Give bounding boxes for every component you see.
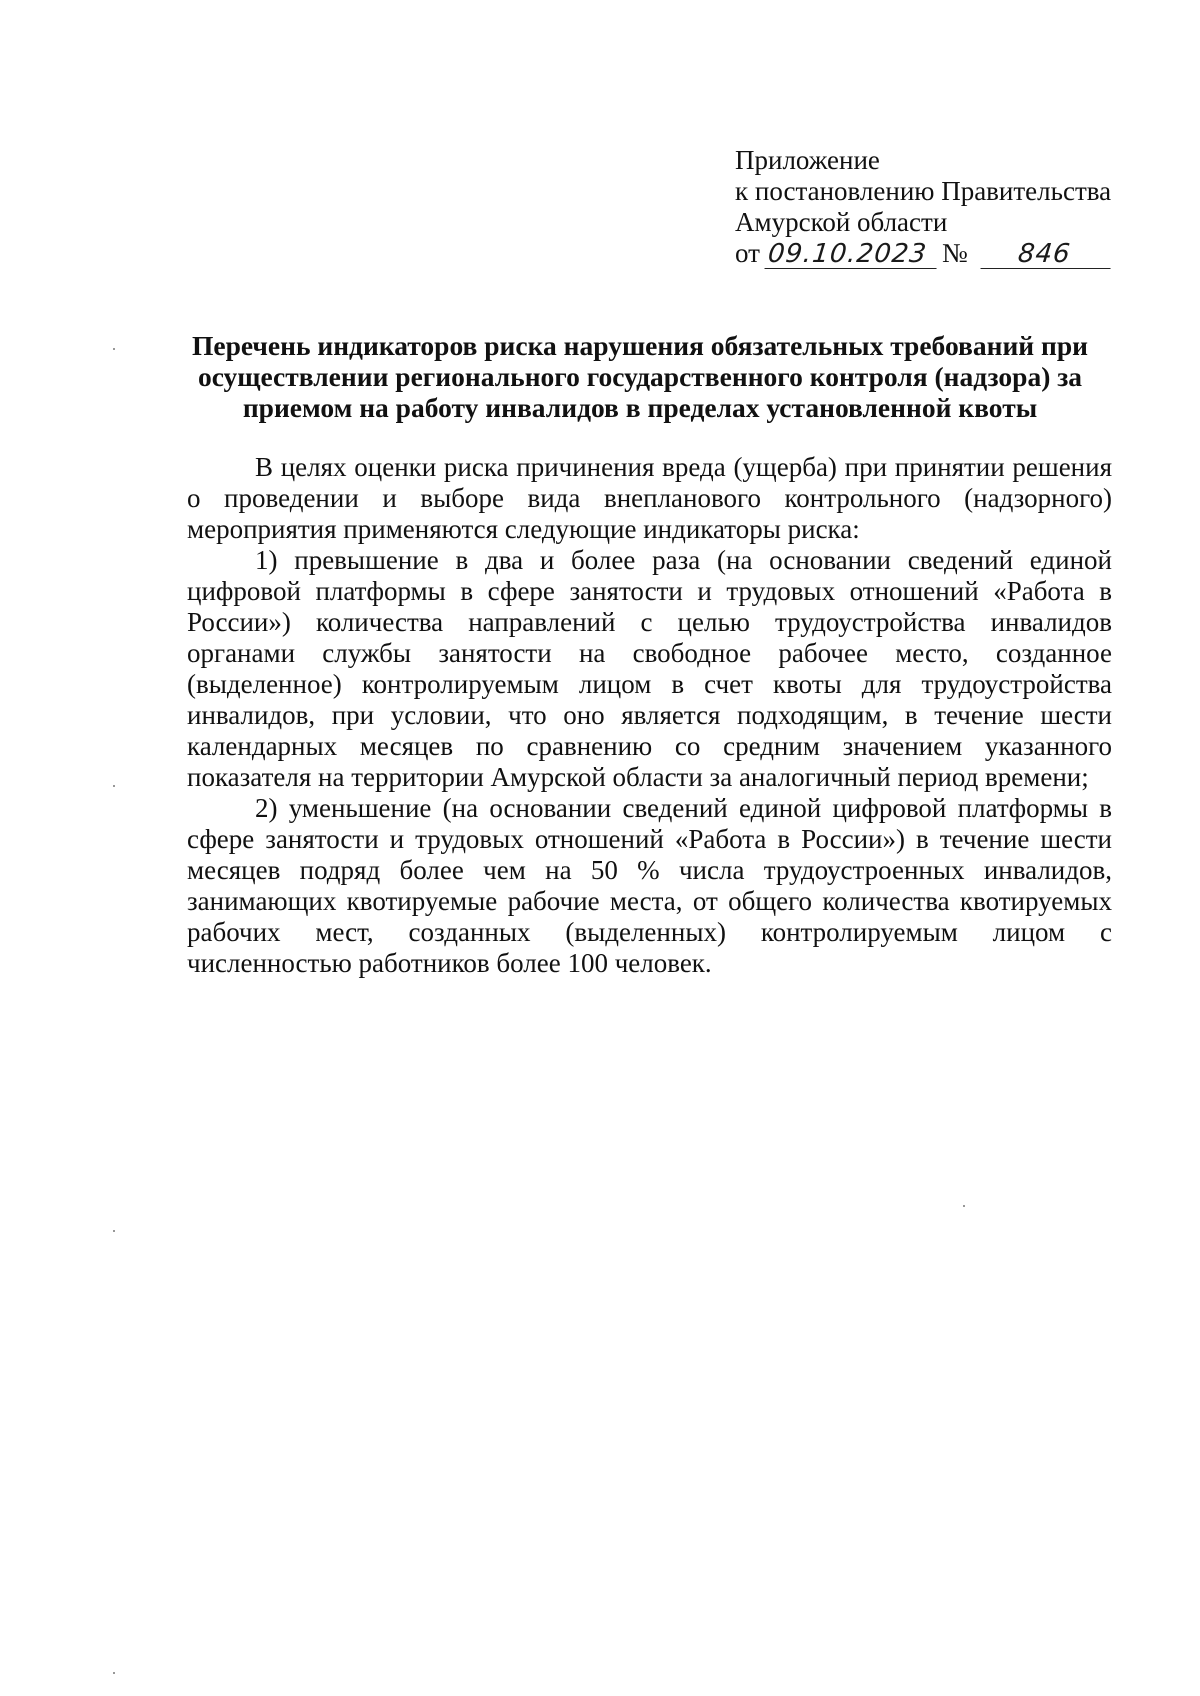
paragraph-intro: В целях оценки риска причинения вреда (ущерба) при принятии решения о проведении и выборе вида внепланового контрольного (надзорного) мероприятия применяются следующие индикаторы риска: bbox=[187, 452, 1112, 544]
appendix-date-number-line bbox=[735, 238, 1155, 269]
paragraph-indicator-2: 2) уменьшение (на основании сведений единой цифровой платформы в сфере занятости и трудовых отношений «Работа в России») в течение шести месяцев подряд более чем на 50 % числа трудоустроенных инвалидов, занимающих квотируемые рабочие места, от общего количества квотируемых рабочих мест, созданных (выделенных) контролируемым лицом с численностью работников более 100 человек. bbox=[187, 793, 1112, 978]
scan-speck bbox=[963, 1205, 965, 1207]
date-prefix: от bbox=[735, 238, 760, 268]
document-title: Перечень индикаторов риска нарушения обязательных требований при осуществлении регионального государственного контроля (надзора) за приемом на работу инвалидов в пределах установленной квоты bbox=[191, 330, 1089, 423]
number-sign: № bbox=[941, 238, 968, 268]
handwritten-date: 09.10.2023 bbox=[764, 240, 939, 269]
appendix-label: Приложение bbox=[735, 145, 880, 175]
paragraph-indicator-1: 1) превышение в два и более раза (на основании сведений единой цифровой платформы в сфере занятости и трудовых отношений «Работа в России») количества направлений с целью трудоустройства инвалидов органами службы занятости на свободное рабочее место, созданное (выделенное) контролируемым лицом в счет квоты для трудоустройства инвалидов, при условии, что оно является подходящим, в течение шести календарных месяцев по сравнению со средним значением указанного показателя на территории Амурской области за аналогичный период времени; bbox=[187, 545, 1112, 792]
appendix-header bbox=[735, 145, 1155, 269]
document-body bbox=[187, 452, 1112, 979]
scan-speck bbox=[113, 1230, 115, 1232]
scan-speck bbox=[113, 1672, 115, 1674]
scan-speck bbox=[113, 785, 115, 787]
handwritten-number: 846 bbox=[980, 240, 1113, 269]
appendix-resolution-line: к постановлению Правительства bbox=[735, 176, 1112, 206]
scan-speck bbox=[113, 348, 115, 350]
appendix-region-line: Амурской области bbox=[735, 207, 948, 237]
